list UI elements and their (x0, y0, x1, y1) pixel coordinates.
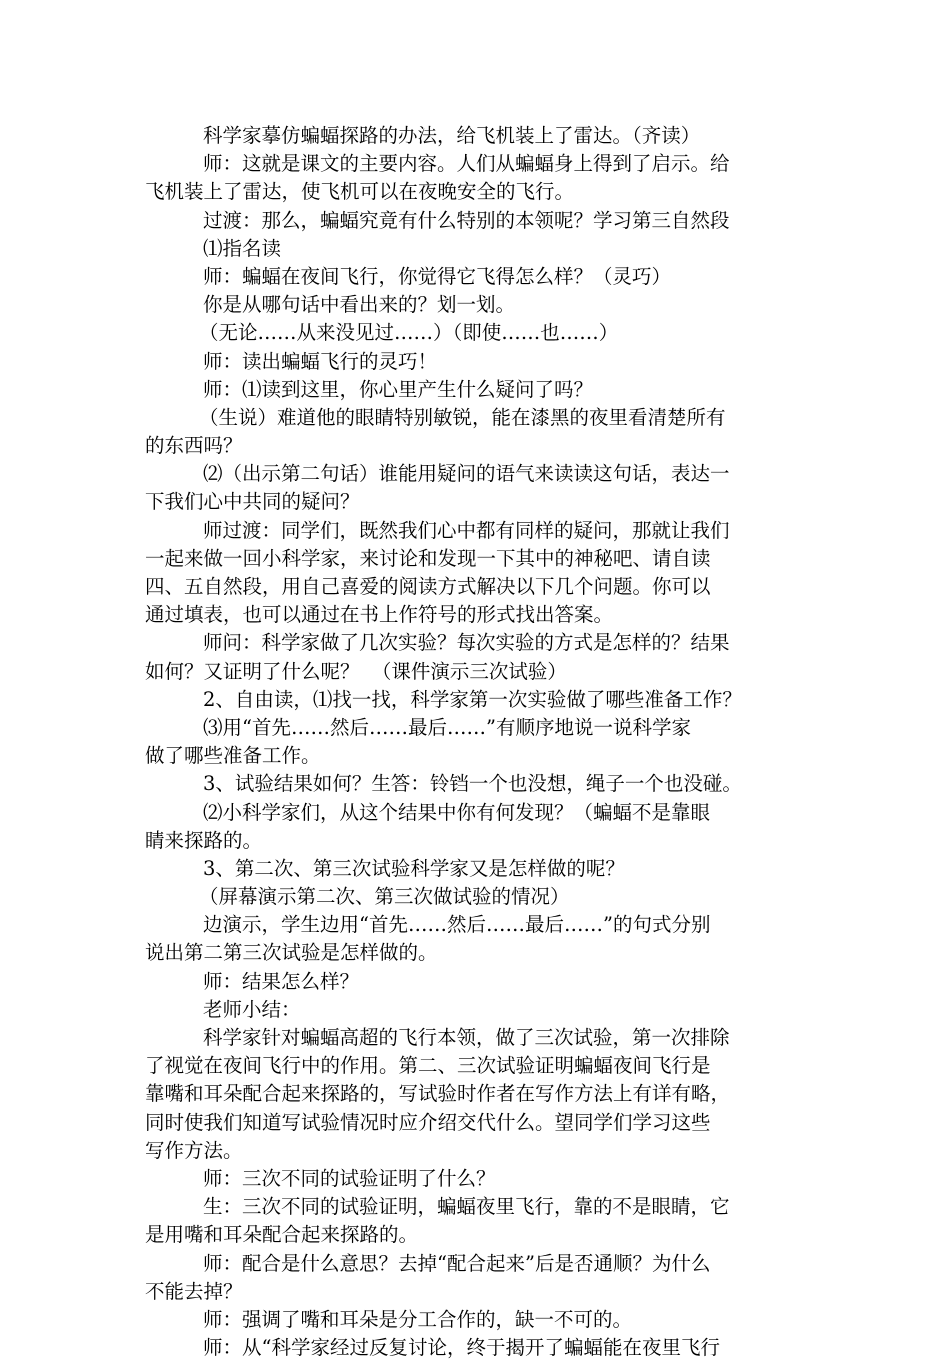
text-line: 3、第二次、第三次试验科学家又是怎样做的呢？ (203, 856, 625, 880)
text-line: （无论……从来没见过……）（即使……也……） (199, 321, 619, 345)
text-line: 师：强调了嘴和耳朵是分工合作的，缺一不可的。 (203, 1307, 633, 1331)
text-line: 靠嘴和耳朵配合起来探路的，写试验时作者在写作方法上有详有略， (145, 1082, 731, 1106)
text-line: 科学家摹仿蝙蝠探路的办法，给飞机装上了雷达。（齐读） (203, 124, 701, 147)
text-line: 2、自由读，⑴找一找，科学家第一次实验做了哪些准备工作？ (203, 687, 742, 711)
text-line: 的东西吗？ (145, 434, 243, 458)
text-line: 师：从“科学家经过反复讨论，终于揭开了蝙蝠能在夜里飞行 (203, 1336, 720, 1360)
text-line: 3、试验结果如何？生答：铃铛一个也没想，绳子一个也没碰。 (203, 772, 742, 796)
text-line: 你是从哪句话中看出来的？划一划。 (203, 293, 516, 317)
text-line: ⑵小科学家们，从这个结果中你有何发现？（蝙蝠不是靠眼 (203, 800, 711, 824)
text-line: 写作方法。 (145, 1138, 243, 1162)
text-line: ⑴指名读 (203, 236, 282, 260)
text-line: 师：⑴读到这里，你心里产生什么疑问了吗？ (203, 377, 594, 401)
text-line: 师：蝙蝠在夜间飞行，你觉得它飞得怎么样？（灵巧） (203, 264, 672, 288)
text-line: 如何？又证明了什么呢？ （课件演示三次试验） (145, 659, 567, 683)
text-line: 通过填表，也可以通过在书上作符号的形式找出答案。 (145, 603, 614, 627)
text-line: 科学家针对蝙蝠高超的飞行本领，做了三次试验，第一次排除 (203, 1026, 730, 1049)
text-line: 师：三次不同的试验证明了什么？ (203, 1166, 496, 1190)
text-line: 不能去掉？ (145, 1279, 243, 1303)
text-line: 了视觉在夜间飞行中的作用。第二、三次试验证明蝙蝠夜间飞行是 (145, 1054, 711, 1078)
document-body (145, 122, 810, 1362)
text-line: 同时使我们知道写试验情况时应介绍交代什么。望同学们学习这些 (145, 1110, 711, 1134)
text-line: 飞机装上了雷达，使飞机可以在夜晚安全的飞行。 (145, 180, 575, 204)
text-line: （屏幕演示第二次、第三次做试验的情况） (199, 885, 570, 909)
text-line: 师：读出蝙蝠飞行的灵巧！ (203, 349, 438, 373)
text-line: 师问：科学家做了几次实验？每次实验的方式是怎样的？结果 (203, 631, 730, 655)
text-line: 师过渡：同学们，既然我们心中都有同样的疑问，那就让我们 (203, 518, 730, 542)
text-line: 师：配合是什么意思？去掉“配合起来”后是否通顺？为什么 (203, 1251, 711, 1275)
text-line: 四、五自然段，用自己喜爱的阅读方式解决以下几个问题。你可以 (145, 575, 711, 598)
text-line: 边演示，学生边用“首先……然后……最后……”的句式分别 (203, 913, 711, 937)
text-line: ⑵（出示第二句话）谁能用疑问的语气来读读这句话，表达一 (203, 462, 730, 486)
text-line: 睛来探路的。 (145, 828, 263, 852)
text-line: （生说）难道他的眼睛特别敏锐，能在漆黑的夜里看清楚所有 (199, 405, 726, 429)
text-line: 老师小结： (203, 997, 301, 1021)
text-line: 是用嘴和耳朵配合起来探路的。 (145, 1223, 419, 1247)
text-line: 下我们心中共同的疑问？ (145, 490, 360, 514)
text-line: 说出第二第三次试验是怎样做的。 (145, 941, 438, 965)
text-line: 做了哪些准备工作。 (145, 744, 321, 768)
text-line: 一起来做一回小科学家，来讨论和发现一下其中的神秘吧、请自读 (145, 546, 711, 570)
text-line: 师：这就是课文的主要内容。人们从蝙蝠身上得到了启示。给 (203, 152, 730, 176)
text-line: 过渡：那么，蝙蝠究竟有什么特别的本领呢？学习第三自然段 (203, 208, 730, 232)
text-line: ⑶用“首先……然后……最后……”有顺序地说一说科学家 (203, 715, 691, 739)
text-line: 师：结果怎么样？ (203, 969, 360, 993)
text-line: 生：三次不同的试验证明，蝙蝠夜里飞行，靠的不是眼睛，它 (203, 1195, 730, 1219)
